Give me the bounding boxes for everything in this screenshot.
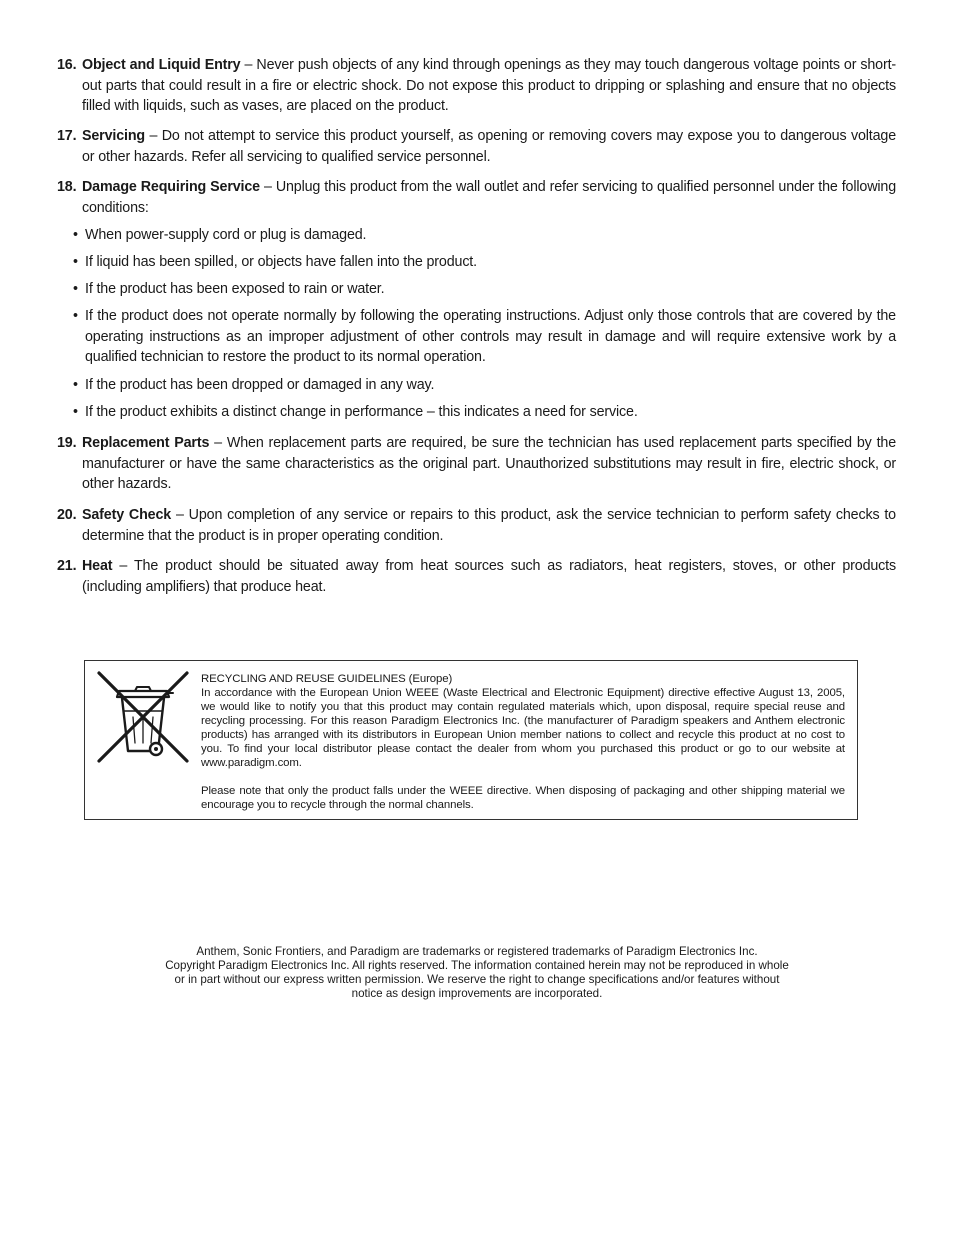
condition-bullet: [73, 225, 896, 246]
item-number: 21.: [57, 558, 77, 574]
footer-line: Copyright Paradigm Electronics Inc. All rights reserved. The information contained herein may not be reproduced in whole: [165, 959, 789, 972]
paragraph-gap: [201, 770, 845, 784]
condition-bullet: [73, 252, 896, 273]
item-text: – When replacement parts are required, be sure the technician has used replacement parts specified by the manufacturer or have the same characteristics as the original part. Unauthorized substitutions may result in fire, electric shock, or other hazards.: [82, 435, 896, 493]
footer-line: or in part without our express written permission. We reserve the right to change specifications and/or features without: [174, 973, 780, 986]
item-body: [82, 55, 896, 117]
item-body: [82, 505, 896, 546]
item-body: [82, 433, 896, 495]
bullet-text: If the product has been dropped or damaged in any way.: [85, 377, 435, 393]
bullet-dot: •: [73, 227, 78, 243]
item-number: 20.: [57, 507, 77, 523]
weee-heading: RECYCLING AND REUSE GUIDELINES (Europe): [201, 673, 453, 685]
item-text: – Unplug this product from the wall outlet and refer servicing to qualified personnel under the following conditions:: [82, 179, 896, 216]
item-text: – Never push objects of any kind through openings as they may touch dangerous voltage points or short-out parts that could result in a fire or electric shock. Do not expose this product to dripping or splashing and ensure that no objects filled with liquids, such as vases, are placed on the product.: [82, 57, 896, 115]
footer-line: notice as design improvements are incorporated.: [351, 987, 603, 1000]
condition-bullet: [73, 402, 896, 423]
bullet-text: If the product has been exposed to rain or water.: [85, 281, 385, 297]
safety-item-16: [57, 55, 896, 117]
item-text: – The product should be situated away from heat sources such as radiators, heat registers, stoves, or other products (including amplifiers) that produce heat.: [82, 558, 896, 595]
item-body: [82, 556, 896, 597]
item-title: Heat: [82, 558, 113, 574]
weee-text-block: [201, 672, 845, 812]
safety-item-21: [57, 556, 896, 597]
weee-paragraph: In accordance with the European Union WEEE (Waste Electrical and Electronic Equipment) directive effective August 13, 2005, we would like to notify you that this product may contain regulated materials which, upon disposal, require special reuse and recycling processing. For this reason Paradigm Electronics Inc. (the manufacturer of Paradigm speakers and Anthem electronic products) has arranged with its distributors in European Union member nations to collect and recycle this product at no cost to you. To find your local distributor please contact the dealer from whom you purchased this product or go to our website at www.paradigm.com.: [201, 687, 845, 769]
bullet-text: If the product does not operate normally by following the operating instructions. Adjust only those controls that are covered by the operating instructions as an improper adjustment of other controls may result in damage and will require extensive work by a qualified technician to restore the product to its normal operation.: [85, 308, 896, 366]
weee-recycling-box: [84, 660, 858, 820]
item-title: Damage Requiring Service: [82, 179, 260, 195]
safety-item-20: [57, 505, 896, 546]
item-title: Object and Liquid Entry: [82, 57, 241, 73]
trademark-footer: [110, 945, 844, 1001]
condition-bullet: [73, 375, 896, 396]
weee-paragraph: Please note that only the product falls under the WEEE directive. When disposing of packaging and other shipping material we encourage you to recycle through the normal channels.: [201, 785, 845, 811]
safety-item-18: [57, 177, 896, 218]
item-title: Safety Check: [82, 507, 172, 523]
condition-bullet: [73, 306, 896, 368]
bullet-text: If liquid has been spilled, or objects have fallen into the product.: [85, 254, 477, 270]
item-number: 19.: [57, 435, 77, 451]
item-number: 18.: [57, 179, 77, 195]
bullet-dot: •: [73, 308, 78, 324]
item-title: Replacement Parts: [82, 435, 210, 451]
bullet-dot: •: [73, 404, 78, 420]
bullet-text: When power-supply cord or plug is damaged.: [85, 227, 367, 243]
crossed-out-wheelie-bin-icon: [97, 671, 189, 763]
safety-item-17: [57, 126, 896, 167]
item-number: 17.: [57, 128, 77, 144]
item-text: – Upon completion of any service or repairs to this product, ask the service technician to perform safety checks to determine that the product is in proper operating condition.: [82, 507, 896, 544]
bullet-text: If the product exhibits a distinct change in performance – this indicates a need for service.: [85, 404, 638, 420]
safety-item-19: [57, 433, 896, 495]
bullet-dot: •: [73, 254, 78, 270]
item-body: [82, 177, 896, 218]
bullet-dot: •: [73, 281, 78, 297]
item-number: 16.: [57, 57, 77, 73]
item-body: [82, 126, 896, 167]
bullet-dot: •: [73, 377, 78, 393]
item-text: – Do not attempt to service this product yourself, as opening or removing covers may expose you to dangerous voltage or other hazards. Refer all servicing to qualified service personnel.: [82, 128, 896, 165]
condition-bullet: [73, 279, 896, 300]
item-title: Servicing: [82, 128, 146, 144]
footer-line: Anthem, Sonic Frontiers, and Paradigm are trademarks or registered trademarks of Paradigm Electronics Inc.: [196, 945, 758, 958]
